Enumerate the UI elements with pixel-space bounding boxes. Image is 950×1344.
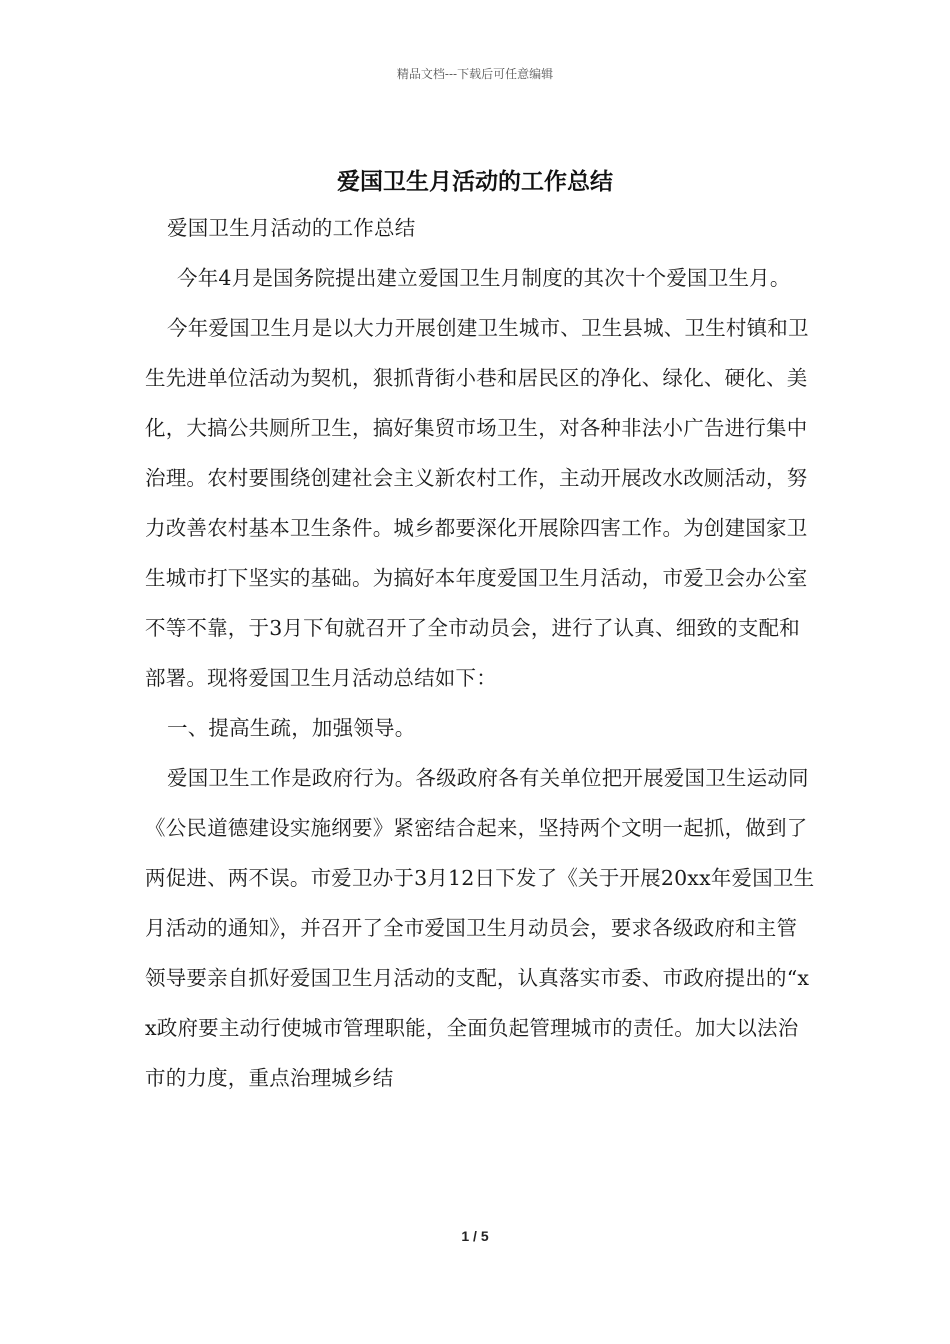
paragraph-subtitle: 爱国卫生月活动的工作总结 <box>167 216 416 240</box>
page-number: 1 / 5 <box>461 1228 489 1244</box>
document-title: 爱国卫生月活动的工作总结 <box>337 168 613 196</box>
paragraph-section-1: 爱国卫生工作是政府行为。各级政府各有关单位把开展爱国卫生运动同《公民道德建设实施纲要》紧密结合起来，坚持两个文明一起抓，做到了两促进、两不误。市爱卫办于3月12日下发了《关于开展20xx年爱国卫生月活动的通知》，并召开了全市爱国卫生月动员会，要求各级政府和主管领导要亲自抓好爱国卫生月活动的支配，认真落实市委、市政府提出的“xx政府要主动行使城市管理职能，全面负起管理城市的责任。加大以法治市的力度，重点治理城乡结 <box>145 766 815 1090</box>
document-body <box>145 203 815 1103</box>
page-header-note: 精品文档---下载后可任意编辑 <box>396 67 554 81</box>
section-heading-1: 一、提高生疏，加强领导。 <box>167 716 416 740</box>
paragraph-intro: 今年4月是国务院提出建立爱国卫生月制度的其次十个爱国卫生月。 <box>177 266 791 290</box>
paragraph-overview: 今年爱国卫生月是以大力开展创建卫生城市、卫生县城、卫生村镇和卫生先进单位活动为契机，狠抓背街小巷和居民区的净化、绿化、硬化、美化，大搞公共厕所卫生，搞好集贸市场卫生，对各种非法小广告进行集中治理。农村要围绕创建社会主义新农村工作，主动开展改水改厕活动，努力改善农村基本卫生条件。城乡都要深化开展除四害工作。为创建国家卫生城市打下坚实的基础。为搞好本年度爱国卫生月活动，市爱卫会办公室不等不靠，于3月下旬就召开了全市动员会，进行了认真、细致的支配和部署。现将爱国卫生月活动总结如下： <box>145 316 809 690</box>
